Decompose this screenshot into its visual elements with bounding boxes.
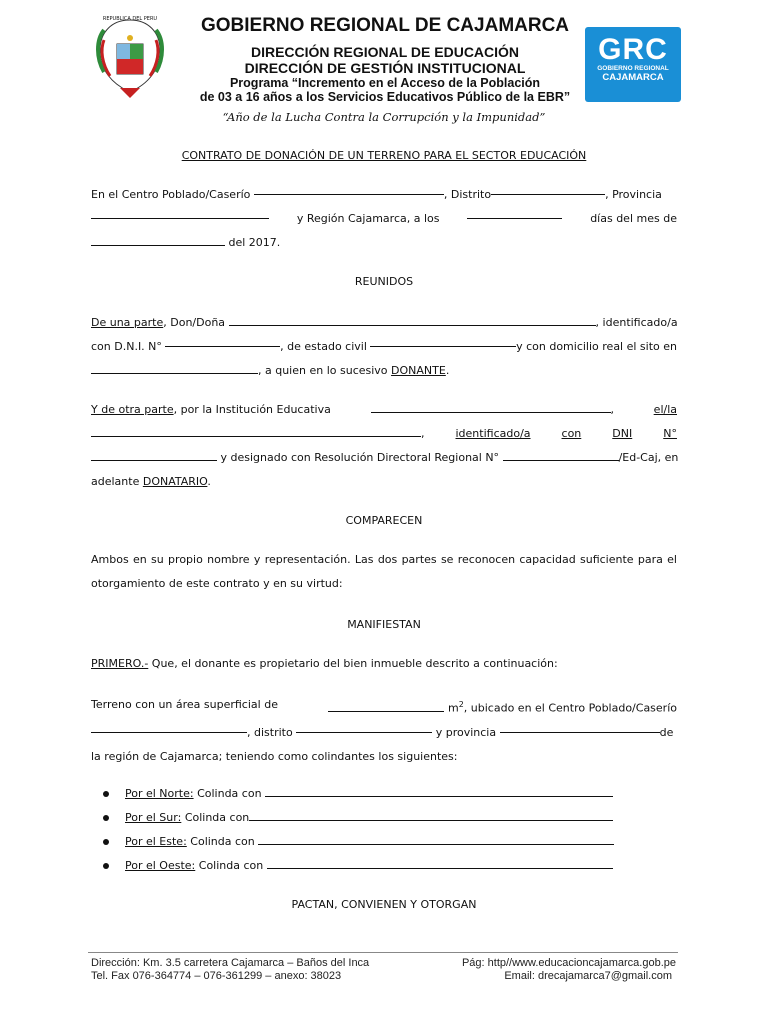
boundary-label: Por el Norte:	[125, 787, 194, 800]
header-line-programa: Programa “Incremento en el Acceso de la Población	[229, 76, 541, 90]
primero-text: Que, el donante es propietario del bien inmueble descrito a continuación:	[148, 657, 558, 670]
party-one-text-c: con D.N.I. N°	[91, 340, 162, 353]
blank-line	[500, 721, 660, 733]
terreno-text-d: , distrito	[247, 725, 293, 739]
seal-text: REPUBLICA DEL PERU	[102, 16, 158, 22]
footer-phone: Tel. Fax 076-364774 – 076-361299 – anexo: 38023	[91, 970, 342, 982]
terreno-text-e: y provincia	[435, 725, 497, 739]
blank-line	[165, 335, 280, 347]
heading-comparecen: COMPARECEN	[345, 514, 423, 527]
list-item	[103, 785, 613, 800]
terreno-unit-exponent: 2	[458, 700, 464, 709]
comparecen-paragraph: Ambos en su propio nombre y representación. Las dos partes se reconocen capacidad suficiente para el otorgamiento de este contrato y en su virtud:	[91, 553, 677, 590]
heading-reunidos: REUNIDOS	[354, 275, 414, 288]
primero-paragraph	[91, 652, 677, 676]
party-one-text-a: , Don/Doña	[163, 316, 226, 329]
blank-line	[370, 335, 516, 347]
footer-website: Pág: http//www.educacioncajamarca.gob.pe	[461, 957, 676, 969]
footer-email: Email: drecajamarca7@gmail.com	[504, 970, 672, 982]
party-two-paragraph	[91, 398, 677, 494]
logo-acronym: GRC	[598, 33, 668, 66]
blank-line	[503, 449, 619, 461]
boundary-label: Por el Oeste:	[125, 859, 196, 872]
terreno-text-f: de	[659, 725, 674, 739]
blank-line	[91, 234, 225, 246]
header-line-direccion-regional: DIRECCIÓN REGIONAL DE EDUCACIÓN	[250, 44, 520, 60]
header-line-direccion-gestion: DIRECCIÓN DE GESTIÓN INSTITUCIONAL	[244, 60, 526, 76]
party-two-text-d: ,	[421, 427, 425, 440]
terreno-text-a: Terreno con un área superficial de	[91, 698, 278, 711]
intro-text-e: días del mes de	[590, 212, 677, 225]
blank-line	[249, 809, 613, 821]
party-two-text-m: .	[207, 475, 211, 488]
blank-line	[267, 857, 613, 869]
blank-line	[491, 183, 605, 195]
party-two-text-a: , por la Institución Educativa	[173, 403, 331, 416]
boundary-text: Colinda con	[197, 787, 262, 800]
blank-line	[91, 449, 217, 461]
list-item	[103, 857, 613, 872]
list-item	[103, 833, 614, 848]
heading-pactan: PACTAN, CONVIENEN Y OTORGAN	[291, 898, 477, 911]
party-one-lead: De una parte	[91, 316, 164, 329]
terreno-paragraph	[91, 693, 677, 769]
boundary-text: Colinda con	[184, 811, 250, 824]
logo-line-2: CAJAMARCA	[602, 72, 664, 83]
blank-line	[265, 785, 613, 797]
boundary-text: Colinda con	[190, 835, 255, 848]
document-title: CONTRATO DE DONACIÓN DE UN TERRENO PARA EL SECTOR EDUCACIÓN	[181, 149, 587, 162]
party-one-text-e: y con domicilio real el sito en	[516, 340, 678, 353]
footer-divider	[88, 952, 678, 953]
party-two-text-i: y designado con Resolución Directoral Regional N°	[220, 451, 500, 464]
party-one-text-d: , de estado civil	[280, 340, 367, 353]
heading-manifiestan: MANIFIESTAN	[347, 618, 421, 631]
blank-line	[258, 833, 614, 845]
blank-line	[91, 425, 421, 437]
party-one-donante: DONANTE	[391, 364, 446, 377]
intro-text-d: y Región Cajamarca, a los	[296, 212, 440, 225]
boundary-label: Por el Sur:	[125, 811, 182, 824]
coat-of-arms-seal	[90, 14, 170, 104]
party-two-el-la: el/la	[653, 403, 677, 416]
bullet-icon	[103, 839, 109, 845]
boundary-label: Por el Este:	[125, 835, 187, 848]
boundary-text: Colinda con	[198, 859, 264, 872]
blank-line	[296, 721, 432, 733]
terreno-text-g: la región de Cajamarca; teniendo como colindantes los siguientes:	[91, 749, 458, 763]
party-two-text-b: ,	[610, 403, 614, 416]
party-two-identificado: identificado/a	[455, 427, 531, 440]
list-item	[103, 809, 613, 824]
party-two-nro: N°	[663, 427, 677, 440]
grc-logo	[585, 27, 681, 102]
intro-text-f: del 2017.	[228, 236, 281, 249]
blank-line	[254, 183, 444, 195]
intro-text-c: , Provincia	[605, 188, 662, 201]
party-two-text-k: adelante	[91, 475, 140, 488]
primero-lead: PRIMERO.-	[91, 657, 149, 670]
party-one-text-b: , identificado/a	[595, 316, 678, 329]
year-motto: “Año de la Lucha Contra la Corrupción y la Impunidad”	[222, 110, 546, 124]
footer-address: Dirección: Km. 3.5 carretera Cajamarca – Baños del Inca	[91, 957, 370, 969]
blank-line	[91, 721, 247, 733]
header-line-programa-2: de 03 a 16 años a los Servicios Educativos Público de la EBR”	[199, 90, 571, 104]
blank-line	[91, 207, 269, 219]
bullet-icon	[103, 863, 109, 869]
blank-line	[328, 700, 444, 712]
party-two-text-j: /Ed-Caj, en	[618, 451, 679, 464]
party-two-donatario: DONATARIO	[142, 475, 208, 488]
terreno-unit: m	[447, 701, 459, 715]
blank-line	[371, 401, 611, 413]
intro-paragraph	[91, 183, 677, 255]
blank-line	[229, 314, 596, 326]
party-one-text-h: .	[445, 364, 450, 377]
party-one-paragraph	[91, 311, 677, 383]
party-two-lead: Y de otra parte	[91, 403, 174, 416]
header-title: GOBIERNO REGIONAL DE CAJAMARCA	[200, 15, 570, 36]
bullet-icon	[103, 815, 109, 821]
blank-line	[91, 362, 258, 374]
intro-text-b: , Distrito	[443, 188, 492, 201]
bullet-icon	[103, 791, 109, 797]
intro-text-a: En el Centro Poblado/Caserío	[91, 188, 251, 201]
logo-line-1: GOBIERNO REGIONAL	[597, 65, 669, 72]
party-one-text-f: , a quien en lo sucesivo	[258, 364, 388, 377]
blank-line	[467, 207, 562, 219]
party-two-dni: DNI	[612, 427, 633, 440]
party-two-con: con	[561, 427, 582, 440]
terreno-text-c: , ubicado en el Centro Poblado/Caserío	[463, 701, 677, 715]
